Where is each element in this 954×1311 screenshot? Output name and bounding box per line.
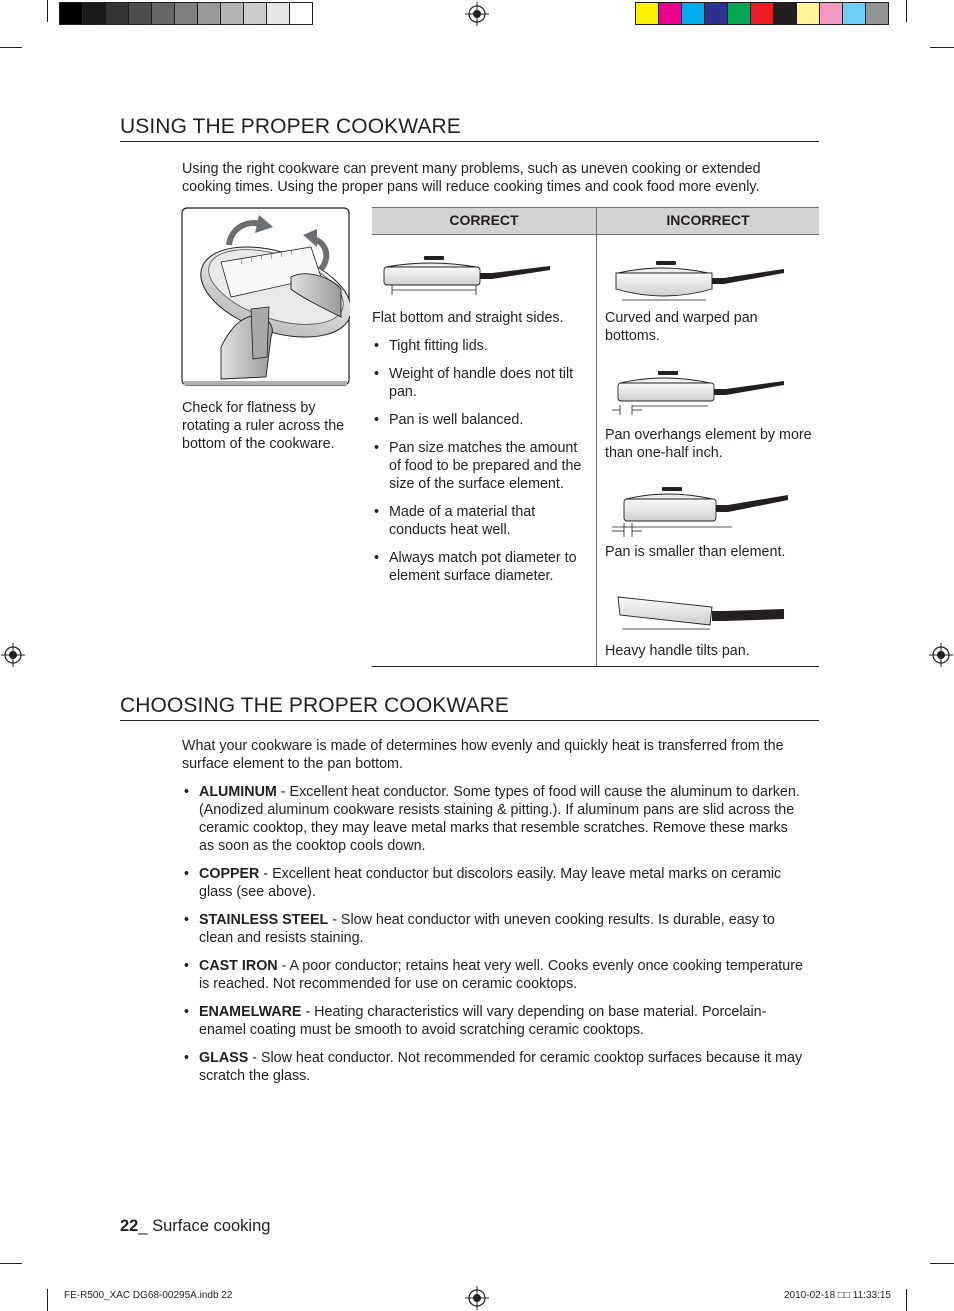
material-desc: - Slow heat conductor with uneven cooking results. Is durable, easy to clean and resists staining. — [199, 912, 775, 946]
correct-list — [372, 337, 587, 595]
material-desc: - Excellent heat conductor but discolors easily. May leave metal marks on ceramic glass (see above). — [199, 866, 782, 900]
section-title-choosing-cookware: CHOOSING THE PROPER COOKWARE — [120, 694, 819, 721]
crop-mark — [906, 1289, 907, 1311]
tilted-pan-illustration — [612, 587, 792, 637]
footer-section-label: _ Surface cooking — [138, 1217, 271, 1235]
color-swatch — [198, 3, 221, 24]
incorrect-text-tilt: Heavy handle tilts pan. — [605, 643, 750, 659]
list-item — [182, 1003, 804, 1039]
crop-mark — [0, 1263, 22, 1264]
color-swatch — [774, 3, 797, 24]
color-swatch — [267, 3, 290, 24]
list-item: • Made of a material that conducts heat well. — [372, 503, 587, 539]
small-pan-illustration — [612, 485, 792, 539]
material-desc: - Heating characteristics will vary depending on base material. Porcelain-enamel coating must be smooth to avoid scratching ceramic cooktops. — [199, 1004, 767, 1038]
page-number: 22 — [120, 1217, 139, 1235]
correct-pan-illustration — [380, 251, 556, 299]
color-swatch — [682, 3, 705, 24]
color-swatch — [797, 3, 820, 24]
material-name: STAINLESS STEEL — [199, 912, 329, 928]
section-intro: Using the right cookware can prevent many problems, such as uneven cooking or extended cooking times. Using the proper pans will reduce cooking times and cook food more evenly. — [182, 161, 761, 195]
column-header-correct: CORRECT — [449, 212, 519, 228]
color-swatch — [751, 3, 774, 24]
table-bottom-rule — [372, 666, 819, 667]
material-desc: - Excellent heat conductor. Some types of food will cause the aluminum to darken. (Anodized aluminum cookware resists staining & pitting.). If aluminum pans are slid across the ceramic cooktop, they may leave metal marks that resemble scratches. Remove these marks as soon as the cooktop cools down. — [199, 784, 800, 854]
figure-caption: Check for flatness by rotating a ruler across the bottom of the cookware. — [182, 400, 345, 452]
list-item — [182, 957, 804, 993]
list-item — [182, 783, 804, 855]
color-swatch — [843, 3, 866, 24]
material-name: GLASS — [199, 1050, 249, 1066]
registration-mark-icon — [465, 2, 489, 26]
list-item: • Pan is well balanced. — [372, 411, 587, 429]
crop-mark — [0, 47, 22, 48]
incorrect-text-warped: Curved and warped pan bottoms. — [605, 310, 758, 344]
incorrect-text-overhang: Pan overhangs element by more than one-half inch. — [605, 427, 812, 461]
process-color-bar — [635, 2, 889, 25]
list-item: • Pan size matches the amount of food to be prepared and the size of the surface element. — [372, 439, 587, 493]
color-swatch — [705, 3, 728, 24]
material-name: COPPER — [199, 866, 260, 882]
list-item: • Weight of handle does not tilt pan. — [372, 365, 587, 401]
color-swatch — [106, 3, 129, 24]
crop-mark — [930, 47, 954, 48]
column-divider — [596, 207, 597, 667]
crop-mark — [47, 0, 48, 22]
color-swatch — [728, 3, 751, 24]
materials-list — [182, 783, 804, 1095]
registration-mark-icon — [929, 643, 953, 667]
color-swatch — [221, 3, 244, 24]
overhang-pan-illustration — [612, 369, 792, 419]
material-name: CAST IRON — [199, 958, 278, 974]
cookware-comparison-table — [372, 207, 819, 667]
color-swatch — [659, 3, 682, 24]
crop-mark — [930, 1263, 954, 1264]
list-item — [182, 865, 804, 901]
color-swatch — [175, 3, 198, 24]
color-swatch — [244, 3, 267, 24]
color-swatch — [129, 3, 152, 24]
color-swatch — [83, 3, 106, 24]
crop-mark — [47, 1289, 48, 1311]
section-title-using-cookware: USING THE PROPER COOKWARE — [120, 115, 819, 142]
grayscale-color-bar — [59, 2, 313, 25]
material-desc: - A poor conductor; retains heat very well. Cooks evenly once cooking temperature is reached. Not recommended for use on ceramic cooktops. — [199, 958, 803, 992]
section2-intro: What your cookware is made of determines how evenly and quickly heat is transferred from the surface element to the pan bottom. — [182, 738, 784, 772]
material-name: ALUMINUM — [199, 784, 277, 800]
registration-mark-icon — [465, 1286, 489, 1310]
list-item — [182, 911, 804, 947]
incorrect-text-small: Pan is smaller than element. — [605, 544, 786, 560]
material-desc: - Slow heat conductor. Not recommended for ceramic cooktop surfaces because it may scratch the glass. — [199, 1050, 803, 1084]
color-swatch — [152, 3, 175, 24]
page-footer — [120, 1217, 270, 1236]
color-swatch — [290, 3, 312, 24]
material-name: ENAMELWARE — [199, 1004, 302, 1020]
column-header-incorrect: INCORRECT — [666, 212, 750, 228]
list-item: • Always match pot diameter to element surface diameter. — [372, 549, 587, 585]
print-slug-date: 2010-02-18 □□ 11:33:15 — [784, 1290, 891, 1301]
list-item — [182, 1049, 804, 1085]
color-swatch — [820, 3, 843, 24]
correct-lead-text: Flat bottom and straight sides. — [372, 310, 564, 326]
color-swatch — [636, 3, 659, 24]
crop-mark — [906, 0, 907, 22]
registration-mark-icon — [1, 643, 25, 667]
list-item: • Tight fitting lids. — [372, 337, 587, 355]
warped-pan-illustration — [612, 259, 792, 303]
color-swatch — [60, 3, 83, 24]
print-slug-file: FE-R500_XAC DG68-00295A.indb 22 — [64, 1290, 233, 1301]
ruler-flatness-illustration — [181, 207, 350, 386]
color-swatch — [866, 3, 888, 24]
